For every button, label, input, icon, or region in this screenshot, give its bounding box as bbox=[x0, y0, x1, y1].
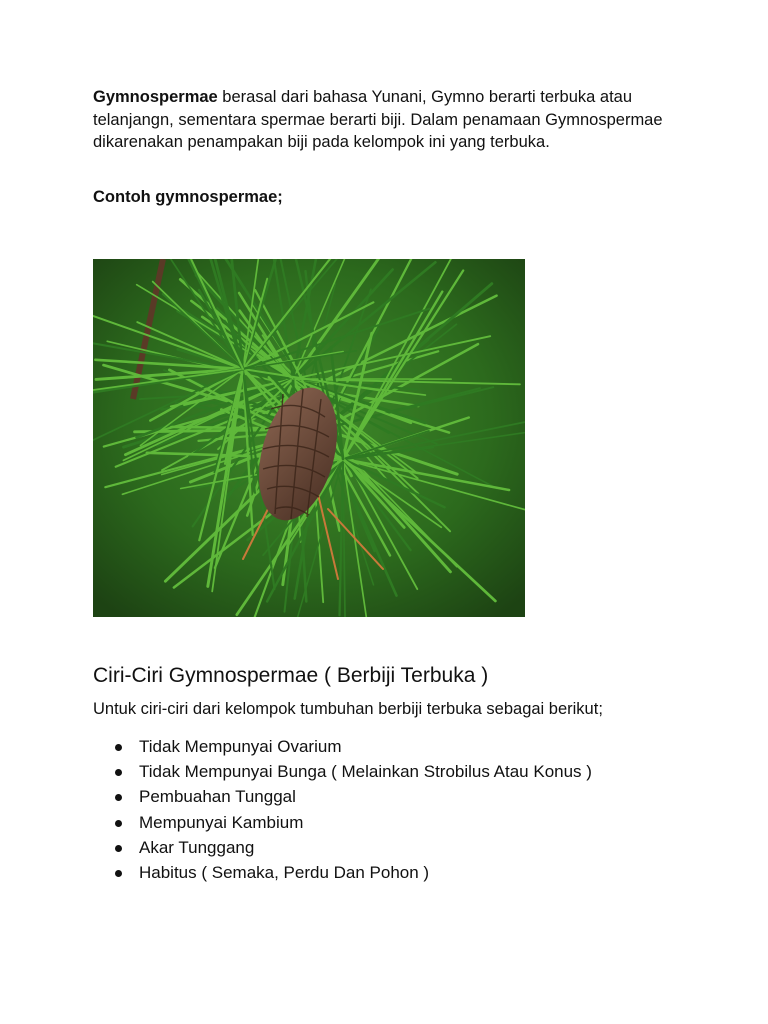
bullet-icon bbox=[115, 794, 122, 801]
characteristics-list bbox=[93, 734, 592, 885]
bullet-icon bbox=[115, 744, 122, 751]
list-item bbox=[93, 759, 592, 784]
intro-term: Gymnospermae bbox=[93, 88, 218, 106]
characteristics-heading: Ciri-Ciri Gymnospermae ( Berbiji Terbuka ) bbox=[93, 664, 489, 687]
bullet-icon bbox=[115, 870, 122, 877]
list-item-text: Pembuahan Tunggal bbox=[139, 787, 296, 807]
characteristics-lead: Untuk ciri-ciri dari kelompok tumbuhan berbiji terbuka sebagai berikut; bbox=[93, 700, 603, 718]
list-item-text: Tidak Mempunyai Bunga ( Melainkan Strobilus Atau Konus ) bbox=[139, 762, 592, 782]
intro-text: berasal dari bahasa Yunani, Gymno berarti terbuka atau telanjangn, sementara spermae berarti biji. Dalam penamaan Gymnospermae dikarenakan penampakan biji pada kelompok ini yang terbuka. bbox=[93, 88, 663, 151]
list-item bbox=[93, 784, 592, 809]
examples-subheading: Contoh gymnospermae; bbox=[93, 188, 283, 206]
list-item-text: Akar Tunggang bbox=[139, 837, 255, 857]
list-item bbox=[93, 810, 592, 835]
list-item-text: Mempunyai Kambium bbox=[139, 812, 304, 832]
bullet-icon bbox=[115, 845, 122, 852]
list-item-text: Tidak Mempunyai Ovarium bbox=[139, 737, 342, 756]
list-item bbox=[93, 835, 592, 860]
list-item bbox=[93, 860, 592, 885]
bullet-icon bbox=[115, 769, 122, 776]
bullet-icon bbox=[115, 820, 122, 827]
list-item bbox=[93, 734, 592, 759]
list-item-text: Habitus ( Semaka, Perdu Dan Pohon ) bbox=[139, 863, 430, 883]
intro-paragraph bbox=[93, 86, 673, 154]
pine-cone-photo bbox=[93, 259, 525, 617]
